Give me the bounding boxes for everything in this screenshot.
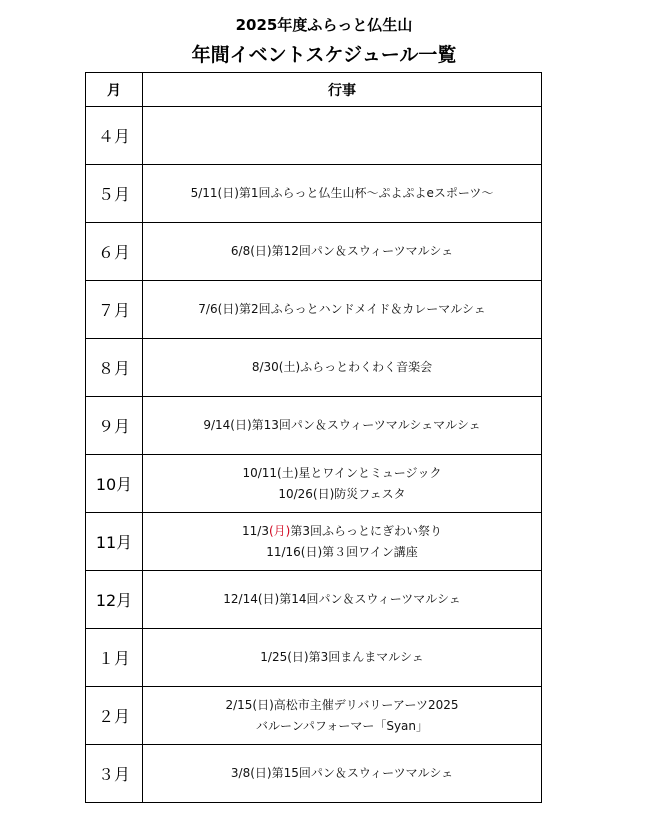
event-line: 3/8(日)第15回パン＆スウィーツマルシェ: [230, 766, 454, 780]
event-line: 5/11(日)第1回ふらっと仏生山杯～ぷよぷよeスポーツ～: [190, 186, 494, 200]
event-line: 10/26(日)防災フェスタ: [278, 486, 406, 501]
month-cell: ５月: [86, 165, 143, 223]
event-line: 8/30(土)ふらっとわくわく音楽会: [251, 360, 433, 374]
event-cell: [143, 397, 542, 455]
table-row: [86, 281, 542, 339]
month-cell: ７月: [86, 281, 143, 339]
event-cell: [143, 513, 542, 571]
month-cell: ８月: [86, 339, 143, 397]
schedule-table: [85, 72, 542, 803]
event-line: 1/25(日)第3回まんまマルシェ: [260, 650, 424, 664]
event-line: 9/14(日)第13回パン＆スウィーツマルシェマルシェ: [203, 418, 481, 432]
table-row: [86, 571, 542, 629]
event-cell: [143, 687, 542, 745]
month-cell: ２月: [86, 687, 143, 745]
month-header: 月: [86, 73, 143, 107]
table-row: [86, 629, 542, 687]
event-line: [143, 521, 541, 542]
event-cell: [143, 455, 542, 513]
event-cell: [143, 223, 542, 281]
event-line: バルーンパフォーマー「Syan」: [256, 718, 428, 733]
event-title: 第3回ふらっとにぎわい祭り: [290, 523, 442, 538]
table-row: [86, 397, 542, 455]
page-title: 年間イベントスケジュール一覧: [191, 44, 457, 66]
event-cell: [143, 107, 542, 165]
table-row: [86, 745, 542, 803]
event-cell: [143, 571, 542, 629]
event-cell: [143, 745, 542, 803]
table-row: [86, 107, 542, 165]
month-cell: 12月: [86, 571, 143, 629]
event-line: 6/8(日)第12回パン＆スウィーツマルシェ: [230, 244, 454, 258]
month-cell: ９月: [86, 397, 143, 455]
table-row: [86, 513, 542, 571]
event-date: 11/3: [242, 523, 269, 538]
table-header-row: [86, 73, 542, 107]
events-header: 行事: [143, 73, 542, 107]
month-cell: ６月: [86, 223, 143, 281]
table-row: [86, 165, 542, 223]
event-cell: [143, 281, 542, 339]
table-row: [86, 687, 542, 745]
month-cell: １月: [86, 629, 143, 687]
table-row: [86, 339, 542, 397]
event-line: 7/6(日)第2回ふらっとハンドメイド＆カレーマルシェ: [198, 302, 486, 316]
event-line: 12/14(日)第14回パン＆スウィーツマルシェ: [223, 592, 461, 606]
event-cell: [143, 629, 542, 687]
event-cell: [143, 339, 542, 397]
highlighted-weekday: (月): [268, 523, 291, 538]
table-row: [86, 455, 542, 513]
event-line: 2/15(日)高松市主催デリバリーアーツ2025: [225, 697, 459, 712]
event-cell: [143, 165, 542, 223]
event-line: 11/16(日)第３回ワイン講座: [266, 544, 418, 559]
month-cell: 10月: [86, 455, 143, 513]
event-line: 10/11(土)星とワインとミュージック: [242, 465, 442, 480]
month-cell: ３月: [86, 745, 143, 803]
month-cell: ４月: [86, 107, 143, 165]
month-cell: 11月: [86, 513, 143, 571]
table-row: [86, 223, 542, 281]
page-subtitle: 2025年度ふらっと仏生山: [235, 16, 413, 34]
